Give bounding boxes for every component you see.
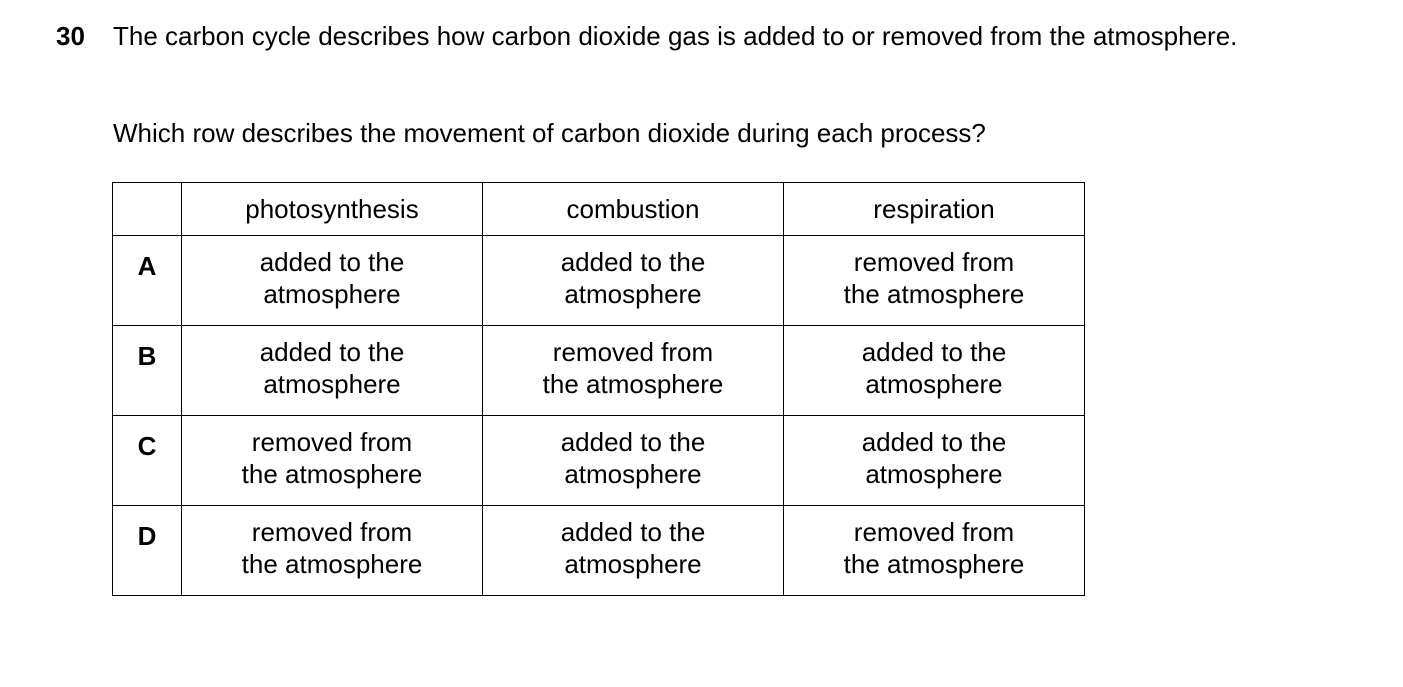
table-header-row	[113, 183, 1085, 236]
table-cell: removed from the atmosphere	[483, 326, 784, 416]
table-cell: added to the atmosphere	[182, 236, 483, 326]
option-letter-cell	[113, 236, 182, 326]
option-row-d	[113, 506, 1085, 596]
table-cell: removed from the atmosphere	[182, 506, 483, 596]
option-row-b	[113, 326, 1085, 416]
option-letter-cell	[113, 416, 182, 506]
header-cell-blank	[113, 183, 182, 236]
option-letter: B	[137, 341, 157, 371]
table-cell: removed from the atmosphere	[784, 236, 1085, 326]
table-cell: added to the atmosphere	[483, 416, 784, 506]
answer-options-table	[112, 182, 1085, 596]
table-cell: added to the atmosphere	[784, 326, 1085, 416]
table-cell: added to the atmosphere	[784, 416, 1085, 506]
table-cell: added to the atmosphere	[483, 506, 784, 596]
option-letter: D	[137, 521, 157, 551]
table-cell: added to the atmosphere	[483, 236, 784, 326]
option-row-c	[113, 416, 1085, 506]
question-number: 30	[56, 21, 85, 51]
question-prompt: Which row describes the movement of carbon dioxide during each process?	[113, 118, 986, 148]
header-cell-photosynthesis: photosynthesis	[182, 183, 483, 236]
option-letter: A	[137, 251, 157, 281]
header-cell-combustion: combustion	[483, 183, 784, 236]
table-cell: added to the atmosphere	[182, 326, 483, 416]
option-letter: C	[137, 431, 157, 461]
question-stem: The carbon cycle describes how carbon dioxide gas is added to or removed from the atmosphere.	[113, 21, 1238, 51]
option-row-a	[113, 236, 1085, 326]
table-cell: removed from the atmosphere	[182, 416, 483, 506]
header-cell-respiration: respiration	[784, 183, 1085, 236]
option-letter-cell	[113, 326, 182, 416]
table-cell: removed from the atmosphere	[784, 506, 1085, 596]
option-letter-cell	[113, 506, 182, 596]
